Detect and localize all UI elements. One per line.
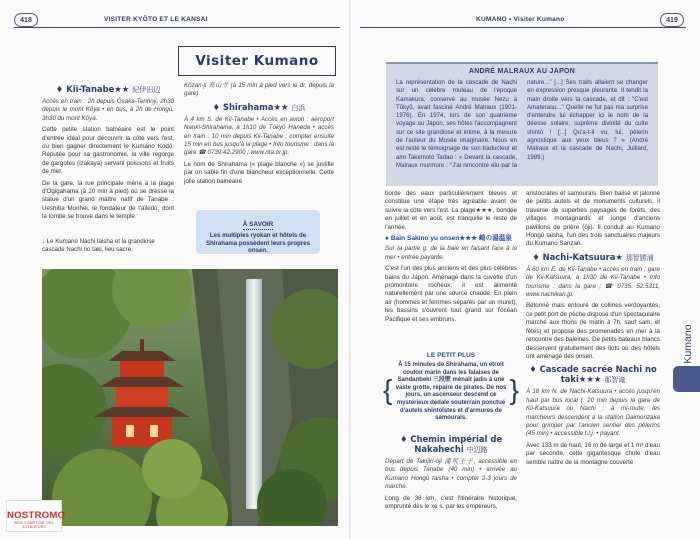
nachi-falls-photo xyxy=(42,269,338,526)
sakino-yu-body: C'est l'un des plus anciens et des plus célèbres bains du Japon. Aménagé dans la cuvette d'un promontoire rocheux, il est alimenté naturellement par une source chaude. En plein air (hommes et femmes séparés par un muret), les bassins s'ouvrent tout grand sur l'océan Pacifique et ses embruns. xyxy=(385,265,517,323)
petit-plus-box xyxy=(385,352,517,423)
chemin-continued: aristocrates et samouraïs. Bien balisé et jalonné de petits autels et de monuments culturels, il traverse de superbes paysages de forêts, des villages montagnards et longe d'anciens pavillons de prière (ōji). Il conduit au Kumano Hongū taisha, l'un des trois sanctuaires majeurs du Kumano Sanzan. xyxy=(526,190,660,248)
chemin-heading: ♦ Chemin impérial de Nakahechi 中辺路 xyxy=(399,434,503,454)
petit-plus-title: LE PETIT PLUS xyxy=(426,352,476,359)
sakino-yu-heading: ● Bain Sakino yu onsen★★★ 崎の湯温泉 xyxy=(385,235,512,243)
a-savoir-body: Les multiples ryokan et hôtels de Shirahama possèdent leurs propres onsen. xyxy=(206,232,310,255)
left-column-1 xyxy=(42,82,174,225)
page-title: Visiter Kumano xyxy=(178,46,336,76)
chemin-section xyxy=(385,432,517,514)
right-brace: } xyxy=(509,374,519,405)
cascade-body: Avec 133 m de haut, 16 m de large et 1 m³ d'eau par seconde, cette gigantesque chute d'eau semble naître de la montagne couverte xyxy=(526,441,660,466)
left-brace: { xyxy=(383,374,393,405)
shirahama-heading: ♦ Shirahama★★ 白浜 xyxy=(212,101,306,112)
cascade-access: À 18 km N. de Nachi-Katsuura • accès jusqu'en haut par bus local (. 20 min depuis la gare de Kii-Katsuura ou Nachi ; à mi-route, les marcheurs descendent à la station Daimonzaka pour grimper par l'ancien sentier des pèlerins (45 min) • accessible t.l.j. • payant. xyxy=(526,388,660,438)
side-tab-label: Kumano xyxy=(682,324,694,364)
right-running-title: KUMANO • Visiter Kumano xyxy=(476,16,565,23)
a-savoir-title: À SAVOIR xyxy=(242,221,274,228)
nostromo-logo: NOSTROMO WEB COMPTOIR DES VOYAGEURS xyxy=(6,500,62,532)
pagoda-waterfall-illustration xyxy=(42,269,338,526)
kii-tanabe-para-1: Cette petite station balnéaire est le point d'entrée idéal pour découvrir la côte vers l'est, ou bien gagner directement le Kumano Kodō. Réputée pour sa gastronomie, la ville regorge de gargotes (izakaya) servant poissons et fruits de mer. xyxy=(42,126,174,176)
shirahama-access: À 4 km S. de Kii-Tanabe • Accès en avion : aéroport Nanki-Shirahama, à 1h10 de Tōkyō Haneda • accès en train : 10 min depuis Kii-Tanabe ; compter ensuite 15 min en bus jusqu'à la plage • Info tourisme : dans la gare ☎ 0739.42.2900 ; www.nta.or.jp. xyxy=(184,115,334,157)
right-column-2 xyxy=(526,190,660,470)
left-page-number: 418 xyxy=(14,13,38,27)
katsuura-access: À 60 km E. de Kii-Tanabe • accès en train : gare de Kii-Katsuura, à 1h30 de Kii-Tanabe • Info tourisme : dans la gare ; ☎ 0735. 52.5311, www.nachikan.jp. xyxy=(526,265,660,299)
left-running-title: VISITER KYÔTO ET LE KANSAI xyxy=(104,16,208,23)
left-header-rule xyxy=(14,27,340,28)
photo-caption: ↓ Le Kumano Nachi taisha et la grandiose cascade Nachi no taki, lieu sacré. xyxy=(42,238,155,253)
kii-tanabe-para-2: De la gare, la rue principale mène à la plage d'Ogigahama (à 20 min à pied) où se dresse la statue d'un grand maître natif de Tanabe : Ueshiba Morihei, le fondateur de l'aïkido, dont la tombe se trouve dans le temple xyxy=(42,179,174,221)
side-tab-marker xyxy=(673,366,700,392)
right-header-rule xyxy=(360,27,686,28)
right-column-1 xyxy=(385,190,517,327)
katsuura-heading: ♦ Nachi-Katsuura★ 那智勝浦 xyxy=(532,251,654,262)
kozan-ji-text: Kōzan-ji 高山寺 (à 15 min à pied vers le dr. depuis la gare). xyxy=(184,82,334,98)
petit-plus-body: { À 15 minutes de Shirahama, un étroit couloir marin dans les falaises de Sandanbeki 三段壁 mènait jadis à une vaste grotte, repaire de pirates. De nos jours, un ascenseur descend ce mystérieux dédale souterrain ponctué d'autels shintoïstes et d'armures de samouraïs. } xyxy=(383,362,519,422)
cascade-heading: ♦ Cascade sacrée Nachi no taki★★★ 那智滝 xyxy=(529,364,657,385)
chemin-body: Long de 38 km, c'est l'itinéraire historique, emprunté dès le xe s. par les empereurs, xyxy=(385,494,517,511)
sakino-yu-access: Sur la partie g. de la baie en faisant face à la mer • entrée payante. xyxy=(385,245,517,261)
malraux-box xyxy=(386,62,658,186)
shirahama-para: Le nom de Shirahama (« plage blanche ») se justifie par un sable fin d'une blancheur exceptionnelle. Cette jolie station balnéaire xyxy=(184,160,334,185)
kii-tanabe-access: Accès en train : 2h depuis Ōsaka-Tennoji, 2h30 depuis le mont Kōya • en bus, à 2h de Hongū, 3h30 du mont Kōya. xyxy=(42,98,174,122)
malraux-title: ANDRÉ MALRAUX AU JAPON xyxy=(468,68,576,75)
left-column-2 xyxy=(184,82,334,189)
malraux-body: La représentation de la cascade de Nachi sur un célèbre rouleau de l'époque Kamakura, conservé au musée Nezu à Tōkyō, avait fasciné André Malraux (1901-1976). En 1974, lors de son quatrième voyage au Japon, ses hôtes l'accompagnent sur ce site grandiose et intime, à la mesure de l'auteur du Musée imaginaire. Nous en est resté le témoignage de son traducteur et ami Takemoto Tadao : « Devant la cascade, Malraux murmure : "J'ai rencontré élu par la nature..." [...] Ses traits allaient se changer en expression presque pleurante. Il tendit la main droite vers la cascade, et dit : "C'est Amaterasu..." Quelle ne fut pas ma surprise d'entendre lui échapper ici le nom de la déesse solaire, suprême divinité du culte shintō ! [...] Qu'a-t-il vu, lui, pèlerin agnostique aux yeux bleus ? » (André Malraux et la cascade de Nachi, Juillard, 1989.) xyxy=(396,79,648,169)
kii-tanabe-heading: ♦ Kii-Tanabe★★ 紀伊田辺 xyxy=(55,84,161,94)
a-savoir-box xyxy=(196,210,320,254)
katsuura-body: Bétonné mais entouré de collines verdoyantes, ce petit port de pêche dispose d'un spectaculaire marché aux thons (le matin à 7h, sauf sam. et fêtes) et propose des promenades en mer à la rencontre des baleines. De petits bateaux blancs desservent gratuitement des îlots où des hôtels ont aménagé des onsen. xyxy=(526,302,660,360)
gutter xyxy=(349,0,351,539)
chemin-access: Départ de Takijiri-ōji 滝尻王子, accessible en bus depuis Tanabe (40 min) • arrivée au Kumano Hongū taisha • compter 2-3 jours de marche. xyxy=(385,458,517,491)
shirahama-continued: borde des eaux particulièrement bleues et constitue une étape très agréable avant de suivre la côte vers l'est. La plage★★★, bondée en juillet et en août, est tranquille le reste de l'année. xyxy=(385,190,517,231)
right-page-number: 419 xyxy=(660,13,684,27)
